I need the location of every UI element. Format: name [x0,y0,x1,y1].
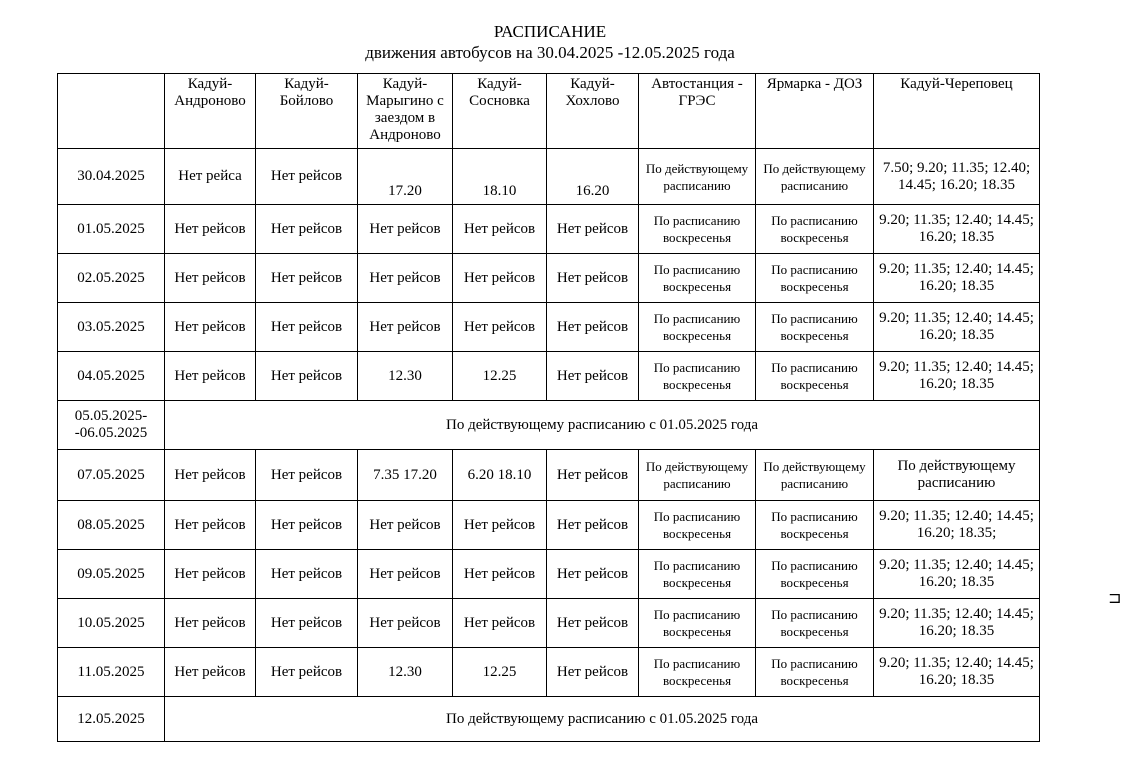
header-cell: Кадуй-Череповец [874,74,1040,149]
schedule-cell: Нет рейсов [453,205,547,254]
header-cell: Ярмарка - ДОЗ [756,74,874,149]
schedule-cell: 16.20 [547,149,639,205]
schedule-cell: Нет рейсов [256,149,358,205]
date-cell: 08.05.2025 [58,501,165,550]
schedule-cell: По расписанию воскресенья [756,352,874,401]
schedule-cell: Нет рейсов [547,352,639,401]
table-row [58,205,1040,254]
schedule-cell: Нет рейсов [547,205,639,254]
header-cell: Кадуй-Марыгино с заездом в Андроново [358,74,453,149]
schedule-cell: Нет рейсов [256,303,358,352]
date-cell: 10.05.2025 [58,599,165,648]
header-cell: Кадуй-Бойлово [256,74,358,149]
schedule-table [57,73,1040,742]
schedule-cell: 12.30 [358,352,453,401]
schedule-cell: Нет рейсов [453,303,547,352]
schedule-cell: По расписанию воскресенья [639,254,756,303]
schedule-cell: По действующему расписанию [639,149,756,205]
schedule-cell: 6.20 18.10 [453,450,547,501]
schedule-cell: По действующему расписанию [756,149,874,205]
header-row [58,74,1040,149]
schedule-cell: По расписанию воскресенья [639,205,756,254]
schedule-cell: 9.20; 11.35; 12.40; 14.45; 16.20; 18.35 [874,352,1040,401]
table-row [58,401,1040,450]
schedule-cell: Нет рейсов [358,501,453,550]
schedule-cell: Нет рейсов [165,352,256,401]
header-cell: Кадуй-Сосновка [453,74,547,149]
schedule-cell: Нет рейсов [165,450,256,501]
schedule-cell: 9.20; 11.35; 12.40; 14.45; 16.20; 18.35 [874,254,1040,303]
schedule-cell: Нет рейсов [165,205,256,254]
merged-schedule-cell: По действующему расписанию с 01.05.2025 года [165,401,1040,450]
schedule-cell: 7.50; 9.20; 11.35; 12.40; 14.45; 16.20; 18.35 [874,149,1040,205]
table-row [58,599,1040,648]
schedule-cell: Нет рейсов [547,648,639,697]
schedule-cell: 12.25 [453,352,547,401]
schedule-cell: Нет рейсов [453,254,547,303]
schedule-cell: Нет рейсов [256,205,358,254]
document-subtitle: движения автобусов на 30.04.2025 -12.05.2025 года [365,43,735,62]
schedule-cell: Нет рейсов [358,303,453,352]
schedule-cell: По расписанию воскресенья [639,599,756,648]
schedule-cell: Нет рейсов [358,254,453,303]
table-row [58,550,1040,599]
table-row [58,697,1040,742]
header-cell: Автостанция - ГРЭС [639,74,756,149]
schedule-cell: 17.20 [358,149,453,205]
schedule-cell: 9.20; 11.35; 12.40; 14.45; 16.20; 18.35 [874,599,1040,648]
schedule-cell: По расписанию воскресенья [756,501,874,550]
date-cell: 09.05.2025 [58,550,165,599]
schedule-cell: Нет рейсов [547,550,639,599]
schedule-cell: Нет рейсов [547,254,639,303]
schedule-cell: Нет рейсов [256,450,358,501]
schedule-cell: По расписанию воскресенья [639,501,756,550]
mouse-cursor-icon: ⊐ [1108,588,1121,607]
schedule-cell: По расписанию воскресенья [756,254,874,303]
schedule-cell: По расписанию воскресенья [756,599,874,648]
schedule-cell: Нет рейсов [256,352,358,401]
schedule-cell: Нет рейсов [453,501,547,550]
schedule-cell: 9.20; 11.35; 12.40; 14.45; 16.20; 18.35 [874,648,1040,697]
schedule-cell: По действующему расписанию [874,450,1040,501]
schedule-cell: Нет рейсов [453,599,547,648]
schedule-cell: Нет рейса [165,149,256,205]
schedule-cell: 18.10 [453,149,547,205]
date-cell: 07.05.2025 [58,450,165,501]
schedule-cell: 7.35 17.20 [358,450,453,501]
schedule-cell: Нет рейсов [358,550,453,599]
date-cell: 11.05.2025 [58,648,165,697]
schedule-cell: 12.30 [358,648,453,697]
schedule-cell: Нет рейсов [165,501,256,550]
schedule-cell: Нет рейсов [256,648,358,697]
date-cell: 04.05.2025 [58,352,165,401]
date-cell: 03.05.2025 [58,303,165,352]
document-title: РАСПИСАНИЕ [493,22,607,41]
schedule-cell: По расписанию воскресенья [756,303,874,352]
table-row [58,648,1040,697]
schedule-cell: Нет рейсов [165,599,256,648]
schedule-cell: 12.25 [453,648,547,697]
schedule-cell: Нет рейсов [165,303,256,352]
table-row [58,254,1040,303]
date-cell: 01.05.2025 [58,205,165,254]
date-cell: 02.05.2025 [58,254,165,303]
schedule-cell: Нет рейсов [358,599,453,648]
schedule-cell: По действующему расписанию [756,450,874,501]
header-cell: Кадуй-Хохлово [547,74,639,149]
table-row [58,450,1040,501]
schedule-cell: По расписанию воскресенья [756,205,874,254]
table-row [58,149,1040,205]
schedule-cell: Нет рейсов [547,501,639,550]
header-cell: Кадуй-Андроново [165,74,256,149]
schedule-cell: По действующему расписанию [639,450,756,501]
schedule-cell: По расписанию воскресенья [639,352,756,401]
schedule-cell: По расписанию воскресенья [639,648,756,697]
schedule-cell: Нет рейсов [165,550,256,599]
schedule-cell: Нет рейсов [256,254,358,303]
schedule-cell: Нет рейсов [547,450,639,501]
date-cell: 30.04.2025 [58,149,165,205]
table-row [58,303,1040,352]
date-cell: 05.05.2025- -06.05.2025 [58,401,165,450]
header-cell [58,74,165,149]
schedule-cell: По расписанию воскресенья [756,550,874,599]
schedule-cell: Нет рейсов [453,550,547,599]
schedule-cell: Нет рейсов [165,254,256,303]
schedule-cell: По расписанию воскресенья [639,550,756,599]
schedule-cell: Нет рейсов [256,599,358,648]
schedule-cell: 9.20; 11.35; 12.40; 14.45; 16.20; 18.35; [874,501,1040,550]
schedule-cell: 9.20; 11.35; 12.40; 14.45; 16.20; 18.35 [874,303,1040,352]
schedule-cell: Нет рейсов [547,599,639,648]
schedule-cell: По расписанию воскресенья [639,303,756,352]
merged-schedule-cell: По действующему расписанию с 01.05.2025 года [165,697,1040,742]
table-row [58,352,1040,401]
schedule-cell: Нет рейсов [256,501,358,550]
schedule-cell: Нет рейсов [165,648,256,697]
schedule-cell: 9.20; 11.35; 12.40; 14.45; 16.20; 18.35 [874,205,1040,254]
schedule-cell: 9.20; 11.35; 12.40; 14.45; 16.20; 18.35 [874,550,1040,599]
table-row [58,501,1040,550]
schedule-cell: Нет рейсов [256,550,358,599]
date-cell: 12.05.2025 [58,697,165,742]
schedule-cell: Нет рейсов [358,205,453,254]
schedule-cell: Нет рейсов [547,303,639,352]
schedule-cell: По расписанию воскресенья [756,648,874,697]
